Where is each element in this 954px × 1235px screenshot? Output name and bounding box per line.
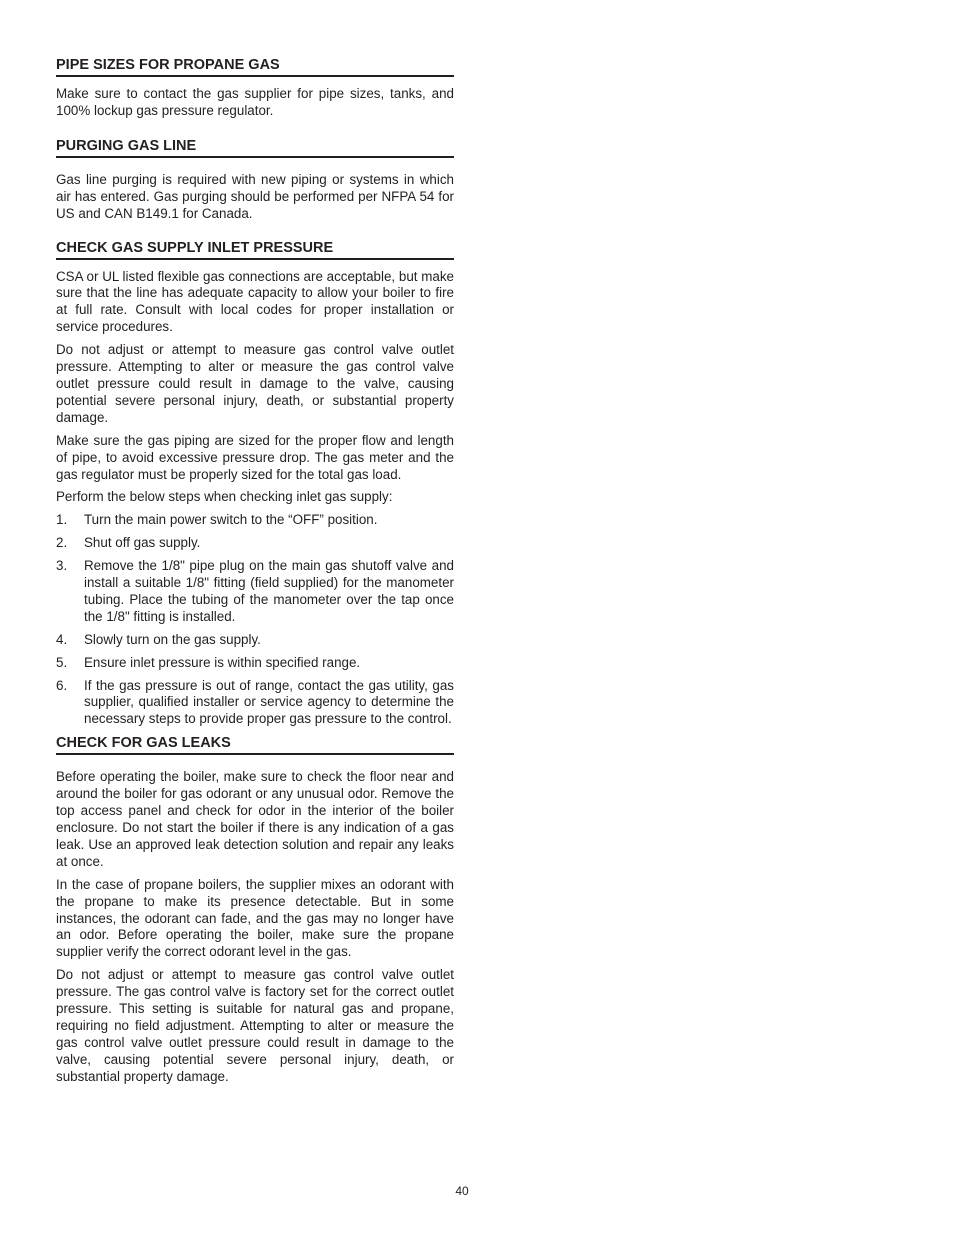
heading-check-gas-supply-inlet-pressure: CHECK GAS SUPPLY INLET PRESSURE [56, 239, 454, 260]
step-text: Remove the 1/8" pipe plug on the main gas shutoff valve and install a suitable 1/8" fitting (field supplied) for the manometer tubing. Place the tubing of the manometer over the tap once the 1/8" fitting is installed. [84, 558, 454, 624]
step-text: If the gas pressure is out of range, contact the gas utility, gas supplier, qualified installer or service agency to determine the necessary steps to provide proper gas pressure to the control. [84, 677, 454, 727]
list-item [56, 678, 454, 729]
steps-list [56, 512, 454, 728]
step-text: Ensure inlet pressure is within specified range. [84, 654, 361, 670]
heading-check-for-gas-leaks: CHECK FOR GAS LEAKS [56, 734, 454, 755]
list-item [56, 558, 454, 626]
heading-pipe-sizes-propane: PIPE SIZES FOR PROPANE GAS [56, 56, 454, 77]
paragraph: Make sure the gas piping are sized for the proper flow and length of pipe, to avoid excessive pressure drop. The gas meter and the gas regulator must be properly sized for the total gas load. [56, 432, 454, 482]
paragraph: Gas line purging is required with new piping or systems in which air has entered. Gas purging should be performed per NFPA 54 for US and CAN B149.1 for Canada. [56, 171, 454, 221]
page-number: 40 [455, 1184, 469, 1198]
step-text: Turn the main power switch to the “OFF” position. [84, 512, 378, 528]
paragraph: Do not adjust or attempt to measure gas control valve outlet pressure. The gas control valve is factory set for the correct outlet pressure. This setting is suitable for natural gas and propane, requiring no field adjustment. Attempting to alter or measure the gas control valve outlet pressure could result in damage to the valve, causing potential severe personal injury, death, or substantial property damage. [56, 967, 454, 1084]
paragraph: Perform the below steps when checking inlet gas supply: [56, 489, 393, 505]
content-column [56, 56, 454, 1092]
heading-purging-gas-line: PURGING GAS LINE [56, 137, 454, 158]
step-number: 2. [56, 535, 68, 551]
step-number: 5. [56, 654, 68, 670]
list-item [56, 655, 454, 672]
list-item [56, 632, 454, 649]
step-text: Shut off gas supply. [84, 535, 201, 551]
list-item [56, 512, 454, 529]
paragraph: Do not adjust or attempt to measure gas control valve outlet pressure. Attempting to alter or measure the gas control valve outlet pressure could result in damage to the valve, causing potential severe personal injury, death, or substantial property damage. [56, 342, 454, 425]
paragraph: In the case of propane boilers, the supplier mixes an odorant with the propane to make its presence detectable. But in some instances, the odorant can fade, and the gas may no longer have an odor. Before operating the boiler, make sure the propane supplier verify the correct odorant level in the gas. [56, 876, 454, 960]
step-number: 3. [56, 558, 68, 574]
step-number: 4. [56, 631, 68, 647]
paragraph: Make sure to contact the gas supplier for pipe sizes, tanks, and 100% lockup gas pressure regulator. [56, 86, 454, 118]
paragraph: CSA or UL listed flexible gas connections are acceptable, but make sure that the line has adequate capacity to allow your boiler to fire at full rate. Consult with local codes for proper installation or service procedures. [56, 268, 454, 335]
step-text: Slowly turn on the gas supply. [84, 631, 261, 647]
paragraph: Before operating the boiler, make sure to check the floor near and around the boiler for gas odorant or any unusual odor. Remove the top access panel and check for odor in the interior of the boiler enclosure. Do not start the boiler if there is any indication of a gas leak. Use an approved leak detection solution and repair any leaks at once. [56, 769, 454, 869]
list-item [56, 535, 454, 552]
step-number: 1. [56, 512, 68, 528]
step-number: 6. [56, 677, 68, 693]
